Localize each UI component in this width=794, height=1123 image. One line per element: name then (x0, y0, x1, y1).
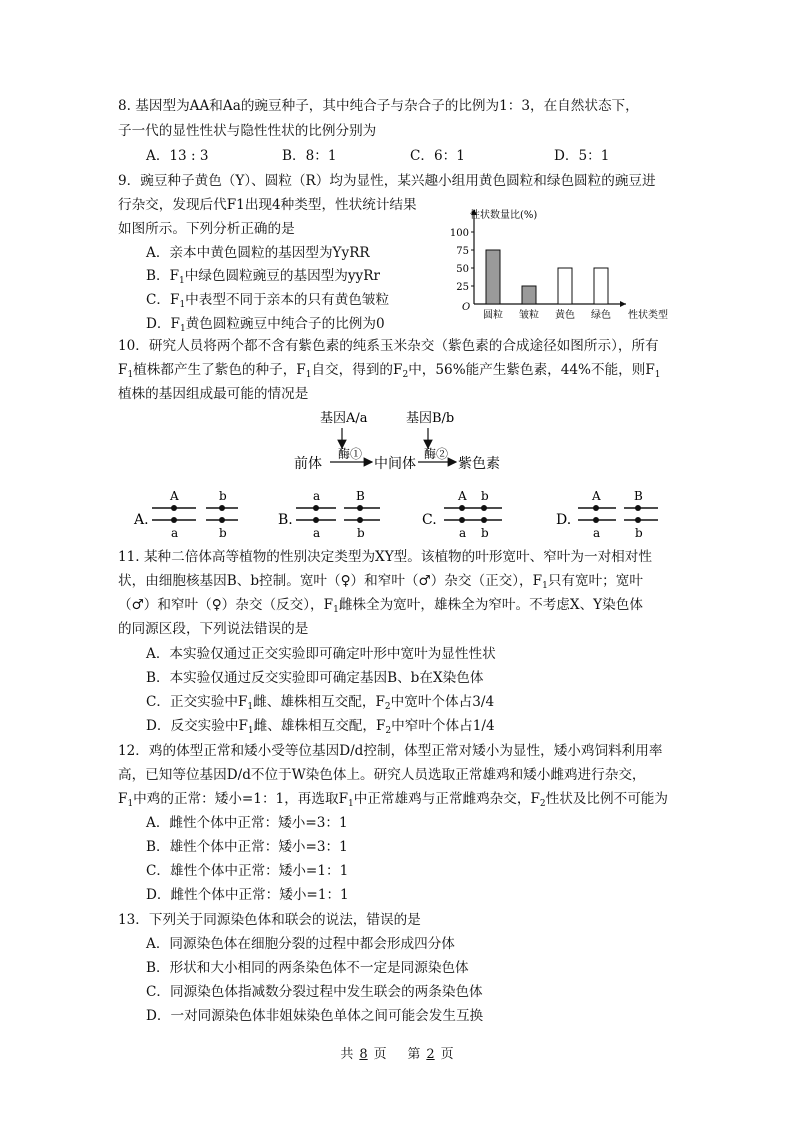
q8-stem-line2: 子一代的显性性状与隐性性状的比例分别为 (118, 123, 377, 139)
y-tick-label: 100 (449, 228, 469, 239)
footer-total-pages: 8 (359, 1047, 368, 1062)
q11-option-d: D．反交实验中$F_1$雌、雄株相互交配，$F_2$中窄叶个体占1/4 (146, 718, 495, 736)
q12-stem-line1: 12．鸡的体型正常和矮小受等位基因D/d控制，体型正常对矮小为显性，矮小鸡饲料利用率 (118, 743, 663, 759)
origin-label: O (462, 302, 471, 313)
y-axis-title: 性状数量比(%) (470, 210, 538, 221)
allele-label: a (313, 489, 321, 503)
q12-stem-line3: $F_1$中鸡的正常：矮小=1：1，再选取$F_1$中正常雄鸡与正常雌鸡杂交，$F_2$性状及比例不可能为 (118, 791, 668, 809)
allele-label: A (170, 489, 179, 503)
q8-option-a: A．13 : 3 (146, 148, 209, 164)
chart-bars (486, 250, 608, 304)
enzyme-2-label: 酶② (424, 447, 449, 461)
allele-label: b (481, 526, 489, 540)
purple-pigment-label: 紫色素 (458, 456, 500, 472)
footer-page-suffix: 页 (440, 1047, 454, 1062)
allele-label: A (458, 489, 467, 503)
allele-label: b (357, 526, 365, 540)
q11-option-b: B．本实验仅通过反交实验即可确定基因B、b在X染色体 (146, 670, 484, 686)
q10-option-c-chromosomes (422, 486, 522, 542)
q11-stem-line4: 的同源区段，下列说法错误的是 (118, 621, 309, 637)
page-footer (0, 1043, 794, 1062)
q11-stem-line1: 11. 某种二倍体高等植物的性别决定类型为XY型。该植物的叶形宽叶、窄叶为一对相对性 (118, 549, 652, 565)
q11-stem-line3: （♂）和窄叶（♀）杂交（反交），$F_1$雌株全为宽叶，雄株全为窄叶。不考虑X、Y染色体 (118, 597, 643, 615)
q12-stem-line2: 高，已知等位基因D/d不位于W染色体上。研究人员选取正常雄鸡和矮小雌鸡进行杂交， (118, 767, 646, 783)
q9-stem-line1: 9．豌豆种子黄色（Y）、圆粒（R）均为显性，某兴趣小组用黄色圆粒和绿色圆粒的豌豆进 (118, 173, 656, 189)
q10-stem-line1: 10．研究人员将两个都不含有紫色素的纯系玉米杂交（紫色素的合成途径如图所示），所有 (118, 338, 659, 354)
x-tick-label: 黄色 (555, 310, 575, 321)
q9-option-d: D．$F_1$黄色圆粒豌豆中纯合子的比例为0 (146, 316, 385, 334)
gene-a-label: 基因A/a (320, 411, 368, 426)
option-c-label: C. (422, 512, 437, 528)
allele-label: a (171, 526, 179, 540)
gene-b-label: 基因B/b (406, 411, 455, 426)
q9-option-c: C．$F_1$中表型不同于亲本的只有黄色皱粒 (146, 292, 390, 310)
y-tick-label: 75 (456, 246, 469, 257)
allele-label: B (634, 489, 643, 503)
q11-stem-line2: 状，由细胞核基因B、b控制。宽叶（♀）和窄叶（♂）杂交（正交），$F_1$只有宽叶；宽叶 (118, 573, 643, 591)
footer-total-prefix: 共 (340, 1047, 354, 1062)
x-tick-label: 圆粒 (483, 310, 503, 321)
q12-option-a: A．雌性个体中正常：矮小=3：1 (146, 815, 348, 831)
q10-stem-line3: 植株的基因组成最可能的情况是 (118, 386, 309, 402)
footer-page-prefix: 第 (407, 1047, 421, 1062)
allele-label: b (481, 489, 489, 503)
q9-option-b: B．$F_1$中绿色圆粒豌豆的基因型为yyRr (146, 268, 380, 286)
q10-option-d-chromosomes (556, 486, 676, 542)
x-tick-label: 皱粒 (519, 310, 539, 321)
allele-label: b (635, 526, 643, 540)
q10-pathway-diagram (280, 406, 530, 478)
q13-option-c: C．同源染色体指减数分裂过程中发生联会的两条染色体 (146, 984, 483, 1000)
q12-option-b: B．雄性个体中正常：矮小=3：1 (146, 839, 348, 855)
option-a-label: A. (134, 512, 149, 528)
q12-option-d: D．雌性个体中正常：矮小=1：1 (146, 887, 349, 903)
q9-bar-chart (430, 206, 668, 324)
option-d-label: D. (556, 512, 572, 528)
footer-page-number: 2 (426, 1047, 435, 1062)
enzyme-1-label: 酶① (338, 447, 363, 461)
allele-label: a (313, 526, 321, 540)
q9-option-a: A．亲本中黄色圆粒的基因型为YyRR (146, 245, 370, 261)
q13-option-d: D．一对同源染色体非姐妹染色单体之间可能会发生互换 (146, 1008, 484, 1024)
q10-option-a-chromosomes (134, 486, 254, 542)
q10-stem-line2: $F_1$植株都产生了紫色的种子，$F_1$自交，得到的$F_2$中，56%能产生紫色素，44%不能，则$F_1$ (118, 362, 661, 380)
x-axis-arrow (620, 301, 626, 307)
bar-黄色 (558, 268, 572, 304)
y-tick-label: 50 (456, 264, 469, 275)
intermediate-label: 中间体 (374, 456, 416, 472)
allele-label: b (219, 489, 227, 503)
footer-total-suffix: 页 (373, 1047, 387, 1062)
q10-option-b-chromosomes (278, 486, 398, 542)
q11-option-a: A．本实验仅通过正交实验即可确定叶形中宽叶为显性性状 (146, 646, 496, 662)
bar-皱粒 (522, 286, 536, 304)
allele-label: A (592, 489, 601, 503)
y-tick-label: 25 (456, 282, 469, 293)
x-tick-label: 绿色 (591, 310, 611, 321)
q8-option-d: D．5：1 (554, 148, 610, 164)
q9-stem-line2: 行杂交，发现后代F1出现4种类型，性状统计结果 (118, 197, 417, 213)
q13-stem-line1: 13．下列关于同源染色体和联会的说法，错误的是 (118, 912, 421, 928)
q8-option-b: B．8：1 (282, 148, 337, 164)
q8-option-c: C．6：1 (410, 148, 465, 164)
allele-label: a (593, 526, 601, 540)
q12-option-c: C．雄性个体中正常：矮小=1：1 (146, 863, 349, 879)
q8-stem-line1: 8. 基因型为AA和Aa的豌豆种子，其中纯合子与杂合子的比例为1：3，在自然状态下， (118, 98, 639, 114)
q13-option-a: A．同源染色体在细胞分裂的过程中都会形成四分体 (146, 936, 455, 952)
allele-label: a (459, 526, 467, 540)
bar-绿色 (594, 268, 608, 304)
q13-option-b: B．形状和大小相同的两条染色体不一定是同源染色体 (146, 960, 469, 976)
allele-label: B (356, 489, 365, 503)
q11-option-c: C．正交实验中$F_1$雌、雄株相互交配，$F_2$中宽叶个体占3/4 (146, 694, 495, 712)
allele-label: b (219, 526, 227, 540)
precursor-label: 前体 (294, 456, 322, 472)
q9-stem-line3: 如图所示。下列分析正确的是 (118, 221, 295, 237)
bar-圆粒 (486, 250, 500, 304)
x-axis-title: 性状类型 (628, 310, 668, 321)
option-b-label: B. (278, 512, 293, 528)
